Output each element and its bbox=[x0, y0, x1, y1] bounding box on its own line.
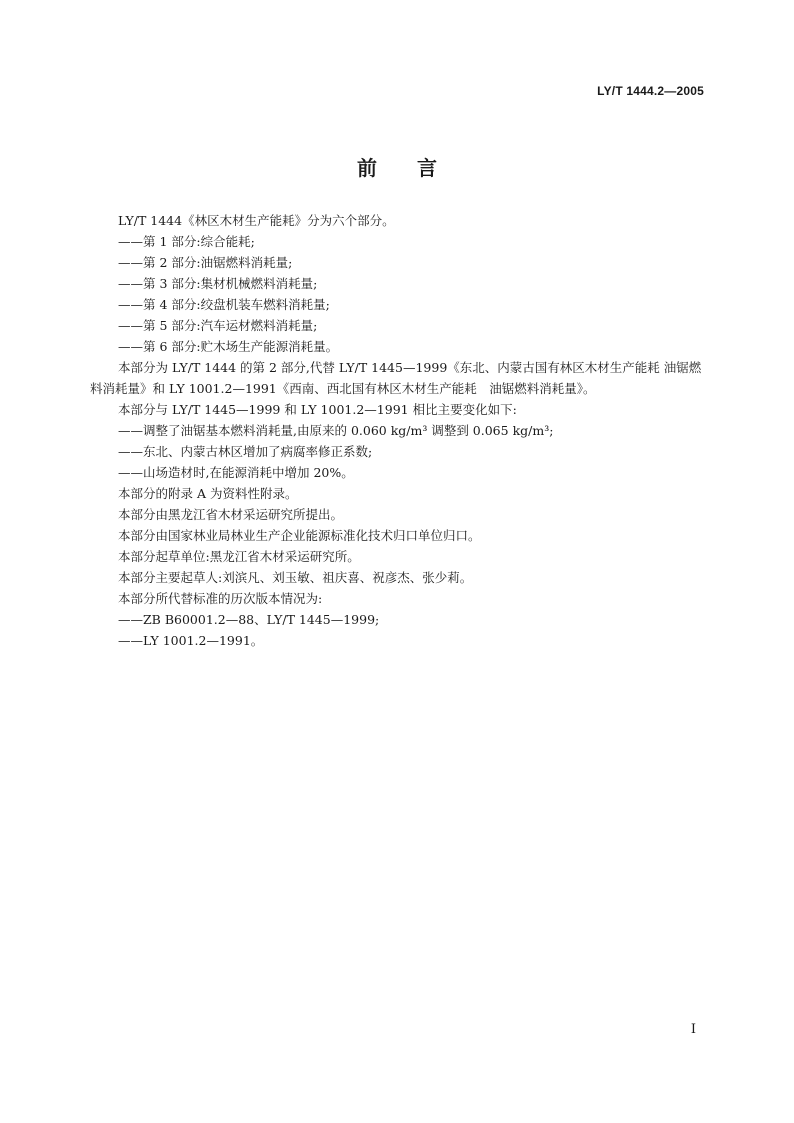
standard-code: LY/T 1444.2—2005 bbox=[597, 84, 704, 98]
page-title-char-2: 言 bbox=[417, 156, 437, 180]
list-item-history-2: ——LY 1001.2—1991。 bbox=[118, 633, 264, 648]
paragraph-changes: 本部分与 LY/T 1445—1999 和 LY 1001.2—1991 相比主要变化如下: bbox=[118, 402, 517, 417]
page-title bbox=[0, 152, 794, 181]
list-item-change-2: ——东北、内蒙古林区增加了病腐率修正系数; bbox=[118, 444, 373, 459]
paragraph-intro: LY/T 1444《林区木材生产能耗》分为六个部分。 bbox=[118, 213, 395, 228]
list-item-part-5: ——第 5 部分:汽车运材燃料消耗量; bbox=[118, 318, 318, 333]
list-item-part-1: ——第 1 部分:综合能耗; bbox=[118, 234, 255, 249]
foreword-body bbox=[90, 210, 704, 651]
list-item-part-4: ——第 4 部分:绞盘机装车燃料消耗量; bbox=[118, 297, 330, 312]
paragraph-proposer: 本部分由黑龙江省木材采运研究所提出。 bbox=[118, 507, 344, 522]
paragraph-appendix: 本部分的附录 A 为资料性附录。 bbox=[118, 486, 298, 501]
list-item-part-6: ——第 6 部分:贮木场生产能源消耗量。 bbox=[118, 339, 339, 354]
paragraph-drafters: 本部分主要起草人:刘滨凡、刘玉敏、祖庆喜、祝彦杰、张少莉。 bbox=[118, 570, 473, 585]
list-item-part-2: ——第 2 部分:油锯燃料消耗量; bbox=[118, 255, 293, 270]
paragraph-centralized-unit: 本部分由国家林业局林业生产企业能源标准化技术归口单位归口。 bbox=[118, 528, 481, 543]
list-item-change-3: ——山场造材时,在能源消耗中增加 20%。 bbox=[118, 465, 354, 480]
paragraph-history: 本部分所代替标准的历次版本情况为: bbox=[118, 591, 323, 606]
list-item-part-3: ——第 3 部分:集材机械燃料消耗量; bbox=[118, 276, 318, 291]
list-item-history-1: ——ZB B60001.2—88、LY/T 1445—1999; bbox=[118, 612, 380, 627]
paragraph-drafting-unit: 本部分起草单位:黑龙江省木材采运研究所。 bbox=[118, 549, 360, 564]
page-title-char-1: 前 bbox=[357, 156, 377, 180]
list-item-change-1: ——调整了油锯基本燃料消耗量,由原来的 0.060 kg/m³ 调整到 0.065 kg/m³; bbox=[118, 423, 554, 438]
paragraph-replacement: 本部分为 LY/T 1444 的第 2 部分,代替 LY/T 1445—1999《东北、内蒙古国有林区木材生产能耗 油锯燃料消耗量》和 LY 1001.2—1991《西南、西北国有林区木材生产能耗 油锯燃料消耗量》。 bbox=[90, 360, 702, 396]
page-number: I bbox=[690, 1022, 696, 1037]
